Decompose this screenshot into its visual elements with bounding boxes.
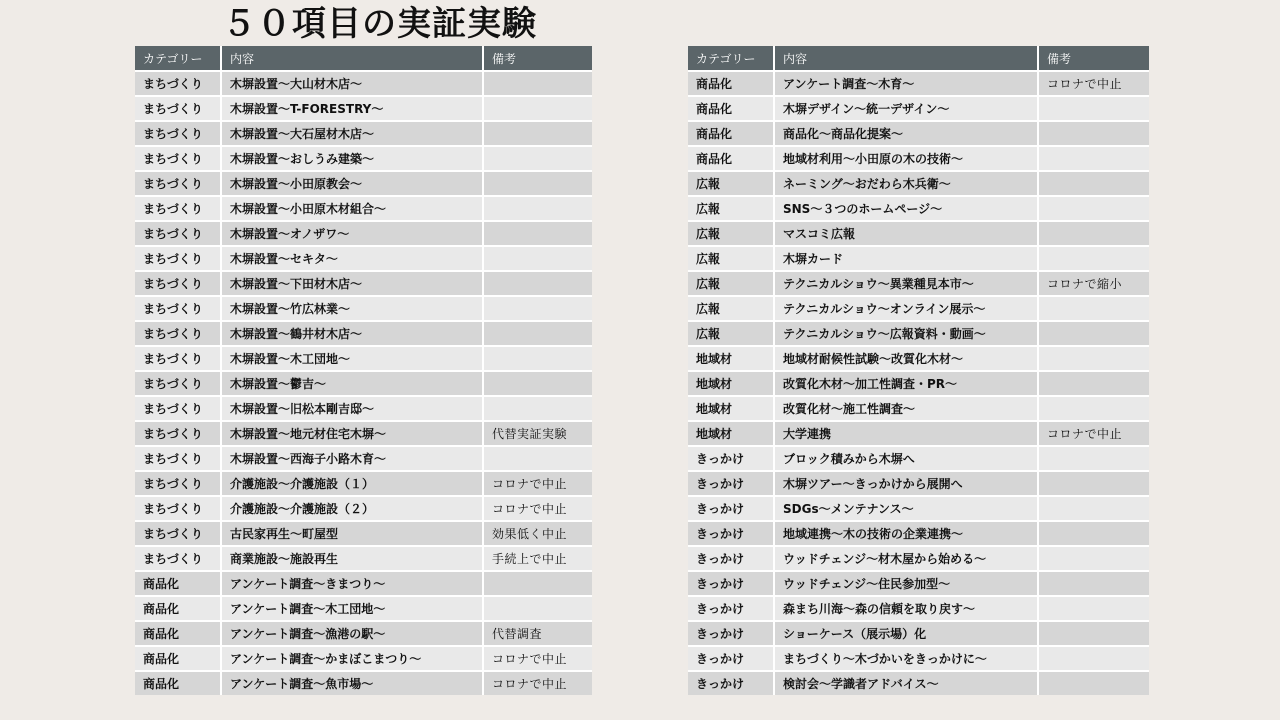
cell-content: マスコミ広報 [774, 221, 1038, 246]
table-row [135, 421, 592, 446]
cell-category: 広報 [688, 246, 774, 271]
header-content: 内容 [221, 46, 483, 71]
cell-content: 木塀デザイン～統一デザイン～ [774, 96, 1038, 121]
table-row [688, 646, 1149, 671]
table-row [688, 546, 1149, 571]
cell-category: 広報 [688, 321, 774, 346]
header-content: 内容 [774, 46, 1038, 71]
cell-category: きっかけ [688, 496, 774, 521]
table-row [135, 271, 592, 296]
cell-category: きっかけ [688, 571, 774, 596]
table-row [688, 346, 1149, 371]
header-note: 備考 [1038, 46, 1149, 71]
cell-category: まちづくり [135, 171, 221, 196]
cell-category: 広報 [688, 296, 774, 321]
cell-category: きっかけ [688, 521, 774, 546]
cell-category: 商品化 [688, 71, 774, 96]
cell-category: 広報 [688, 271, 774, 296]
cell-category: まちづくり [135, 96, 221, 121]
cell-category: まちづくり [135, 446, 221, 471]
cell-category: 商品化 [135, 671, 221, 695]
table-row [135, 196, 592, 221]
cell-content: アンケート調査～かまぼこまつり～ [221, 646, 483, 671]
header-category: カテゴリー [135, 46, 221, 71]
table-row [688, 96, 1149, 121]
cell-category: 地域材 [688, 421, 774, 446]
cell-note [1038, 371, 1149, 396]
cell-content: アンケート調査～漁港の駅～ [221, 621, 483, 646]
cell-category: まちづくり [135, 521, 221, 546]
table-row [688, 246, 1149, 271]
table-row [135, 246, 592, 271]
cell-note [1038, 246, 1149, 271]
cell-note [483, 171, 592, 196]
cell-note: コロナで中止 [1038, 421, 1149, 446]
cell-category: きっかけ [688, 671, 774, 695]
cell-category: まちづくり [135, 146, 221, 171]
experiments-table-left [135, 46, 592, 695]
cell-category: きっかけ [688, 446, 774, 471]
table-row [135, 296, 592, 321]
cell-content: 木塀カード [774, 246, 1038, 271]
table-row [135, 396, 592, 421]
cell-content: 介護施設～介護施設（２） [221, 496, 483, 521]
cell-category: 商品化 [688, 96, 774, 121]
cell-content: アンケート調査～きまつり～ [221, 571, 483, 596]
cell-note [1038, 471, 1149, 496]
cell-content: 木塀ツアー～きっかけから展開へ [774, 471, 1038, 496]
cell-note [483, 271, 592, 296]
cell-note: コロナで中止 [483, 496, 592, 521]
cell-content: 木塀設置～小田原教会～ [221, 171, 483, 196]
cell-content: 改質化材～施工性調査～ [774, 396, 1038, 421]
cell-content: 介護施設～介護施設（１） [221, 471, 483, 496]
cell-category: 商品化 [688, 121, 774, 146]
table-row [688, 171, 1149, 196]
cell-category: 広報 [688, 196, 774, 221]
table-row [135, 346, 592, 371]
cell-note [483, 296, 592, 321]
cell-content: 木塀設置～竹広林業～ [221, 296, 483, 321]
table-row [135, 446, 592, 471]
cell-note [1038, 96, 1149, 121]
cell-category: 商品化 [135, 646, 221, 671]
table-row [688, 121, 1149, 146]
cell-category: まちづくり [135, 396, 221, 421]
cell-note [1038, 671, 1149, 695]
table-row [135, 321, 592, 346]
cell-content: 木塀設置～地元材住宅木塀～ [221, 421, 483, 446]
cell-category: まちづくり [135, 371, 221, 396]
cell-category: きっかけ [688, 546, 774, 571]
table-row [688, 671, 1149, 695]
table-body-right [688, 71, 1149, 695]
cell-content: 木塀設置～木工団地～ [221, 346, 483, 371]
cell-note [1038, 521, 1149, 546]
table-row [135, 471, 592, 496]
cell-note [1038, 446, 1149, 471]
table-row [688, 596, 1149, 621]
cell-content: ネーミング～おだわら木兵衛～ [774, 171, 1038, 196]
table-row [688, 496, 1149, 521]
table-row [135, 571, 592, 596]
cell-content: 木塀設置～鬱吉～ [221, 371, 483, 396]
table-row [135, 546, 592, 571]
cell-note: コロナで中止 [483, 646, 592, 671]
table-row [688, 221, 1149, 246]
table-row [688, 296, 1149, 321]
cell-note [483, 146, 592, 171]
cell-category: 地域材 [688, 371, 774, 396]
cell-note [1038, 621, 1149, 646]
cell-content: SNS～３つのホームページ～ [774, 196, 1038, 221]
cell-note: コロナで中止 [483, 671, 592, 695]
cell-category: きっかけ [688, 596, 774, 621]
cell-note [1038, 296, 1149, 321]
cell-note [483, 571, 592, 596]
cell-note [483, 196, 592, 221]
cell-category: まちづくり [135, 546, 221, 571]
cell-content: 木塀設置～西海子小路木育～ [221, 446, 483, 471]
cell-note: コロナで縮小 [1038, 271, 1149, 296]
table-row [688, 271, 1149, 296]
cell-note [1038, 396, 1149, 421]
cell-content: アンケート調査～木工団地～ [221, 596, 483, 621]
cell-note [1038, 646, 1149, 671]
cell-content: 木塀設置～おしうみ建築～ [221, 146, 483, 171]
table-row [135, 596, 592, 621]
cell-category: 広報 [688, 221, 774, 246]
table-row [135, 221, 592, 246]
cell-note [1038, 346, 1149, 371]
table-row [135, 621, 592, 646]
cell-category: 広報 [688, 171, 774, 196]
table-row [135, 171, 592, 196]
cell-content: 地域材利用～小田原の木の技術～ [774, 146, 1038, 171]
cell-note [483, 121, 592, 146]
cell-content: アンケート調査～魚市場～ [221, 671, 483, 695]
cell-content: 古民家再生～町屋型 [221, 521, 483, 546]
table-row [688, 446, 1149, 471]
cell-category: 商品化 [688, 146, 774, 171]
cell-note: 手続上で中止 [483, 546, 592, 571]
cell-content: 木塀設置～大石屋材木店～ [221, 121, 483, 146]
table-row [688, 321, 1149, 346]
cell-content: 木塀設置～旧松本剛吉邸～ [221, 396, 483, 421]
cell-note: コロナで中止 [1038, 71, 1149, 96]
cell-category: まちづくり [135, 196, 221, 221]
table-row [135, 496, 592, 521]
cell-content: テクニカルショウ～オンライン展示～ [774, 296, 1038, 321]
cell-note [483, 96, 592, 121]
table-row [135, 71, 592, 96]
cell-content: 木塀設置～鶴井材木店～ [221, 321, 483, 346]
cell-note [483, 71, 592, 96]
cell-content: 検討会～学識者アドバイス～ [774, 671, 1038, 695]
cell-note [1038, 596, 1149, 621]
table-row [135, 96, 592, 121]
cell-category: まちづくり [135, 496, 221, 521]
header-note: 備考 [483, 46, 592, 71]
cell-category: まちづくり [135, 346, 221, 371]
table-row [688, 371, 1149, 396]
cell-content: SDGs～メンテナンス～ [774, 496, 1038, 521]
cell-category: まちづくり [135, 321, 221, 346]
cell-category: まちづくり [135, 246, 221, 271]
cell-content: ブロック積みから木塀へ [774, 446, 1038, 471]
table-row [135, 671, 592, 695]
page-title: ５０項目の実証実験 [222, 4, 537, 44]
table-row [135, 121, 592, 146]
cell-content: 地域材耐候性試験～改質化木材～ [774, 346, 1038, 371]
cell-note [483, 221, 592, 246]
cell-content: 木塀設置～小田原木材組合～ [221, 196, 483, 221]
cell-content: テクニカルショウ～異業種見本市～ [774, 271, 1038, 296]
table-row [688, 396, 1149, 421]
experiments-table-right [688, 46, 1149, 695]
cell-content: 改質化木材～加工性調査・PR～ [774, 371, 1038, 396]
cell-note [1038, 496, 1149, 521]
cell-content: ショーケース（展示場）化 [774, 621, 1038, 646]
cell-content: 木塀設置～オノザワ～ [221, 221, 483, 246]
table-header-row [135, 46, 592, 71]
table-row [688, 571, 1149, 596]
table-row [135, 371, 592, 396]
cell-category: 地域材 [688, 396, 774, 421]
cell-category: まちづくり [135, 471, 221, 496]
cell-category: まちづくり [135, 421, 221, 446]
cell-note [483, 321, 592, 346]
cell-category: 商品化 [135, 596, 221, 621]
cell-category: まちづくり [135, 296, 221, 321]
table-row [135, 646, 592, 671]
cell-content: 大学連携 [774, 421, 1038, 446]
cell-note [483, 371, 592, 396]
header-category: カテゴリー [688, 46, 774, 71]
cell-content: 木塀設置～セキタ～ [221, 246, 483, 271]
cell-category: まちづくり [135, 121, 221, 146]
table-row [688, 146, 1149, 171]
cell-note [1038, 146, 1149, 171]
cell-content: まちづくり～木づかいをきっかけに～ [774, 646, 1038, 671]
table-row [688, 471, 1149, 496]
cell-note [1038, 546, 1149, 571]
table-row [688, 621, 1149, 646]
cell-note [483, 246, 592, 271]
cell-note [1038, 171, 1149, 196]
table-row [688, 196, 1149, 221]
cell-category: きっかけ [688, 621, 774, 646]
table-row [135, 521, 592, 546]
cell-note: コロナで中止 [483, 471, 592, 496]
cell-note: 代替調査 [483, 621, 592, 646]
cell-category: まちづくり [135, 71, 221, 96]
cell-note [1038, 196, 1149, 221]
cell-note [483, 596, 592, 621]
table-row [688, 521, 1149, 546]
cell-content: ウッドチェンジ～住民参加型～ [774, 571, 1038, 596]
cell-category: 地域材 [688, 346, 774, 371]
cell-content: ウッドチェンジ～材木屋から始める～ [774, 546, 1038, 571]
table-row [688, 421, 1149, 446]
cell-content: テクニカルショウ～広報資料・動画～ [774, 321, 1038, 346]
cell-category: まちづくり [135, 221, 221, 246]
cell-content: 木塀設置～大山材木店～ [221, 71, 483, 96]
cell-content: 木塀設置～下田材木店～ [221, 271, 483, 296]
cell-content: 木塀設置～T-FORESTRY～ [221, 96, 483, 121]
cell-content: 商業施設～施設再生 [221, 546, 483, 571]
cell-category: きっかけ [688, 646, 774, 671]
table-row [135, 146, 592, 171]
cell-category: 商品化 [135, 621, 221, 646]
cell-content: 商品化～商品化提案～ [774, 121, 1038, 146]
cell-note [1038, 221, 1149, 246]
cell-content: 地域連携～木の技術の企業連携～ [774, 521, 1038, 546]
cell-category: きっかけ [688, 471, 774, 496]
cell-note [1038, 571, 1149, 596]
cell-note [483, 346, 592, 371]
table-header-row [688, 46, 1149, 71]
cell-content: 森まち川海～森の信頼を取り戻す～ [774, 596, 1038, 621]
cell-category: 商品化 [135, 571, 221, 596]
cell-note [1038, 321, 1149, 346]
table-body-left [135, 71, 592, 695]
cell-note [483, 446, 592, 471]
cell-note: 代替実証実験 [483, 421, 592, 446]
cell-content: アンケート調査～木育～ [774, 71, 1038, 96]
cell-category: まちづくり [135, 271, 221, 296]
cell-note: 効果低く中止 [483, 521, 592, 546]
cell-note [1038, 121, 1149, 146]
table-row [688, 71, 1149, 96]
cell-note [483, 396, 592, 421]
